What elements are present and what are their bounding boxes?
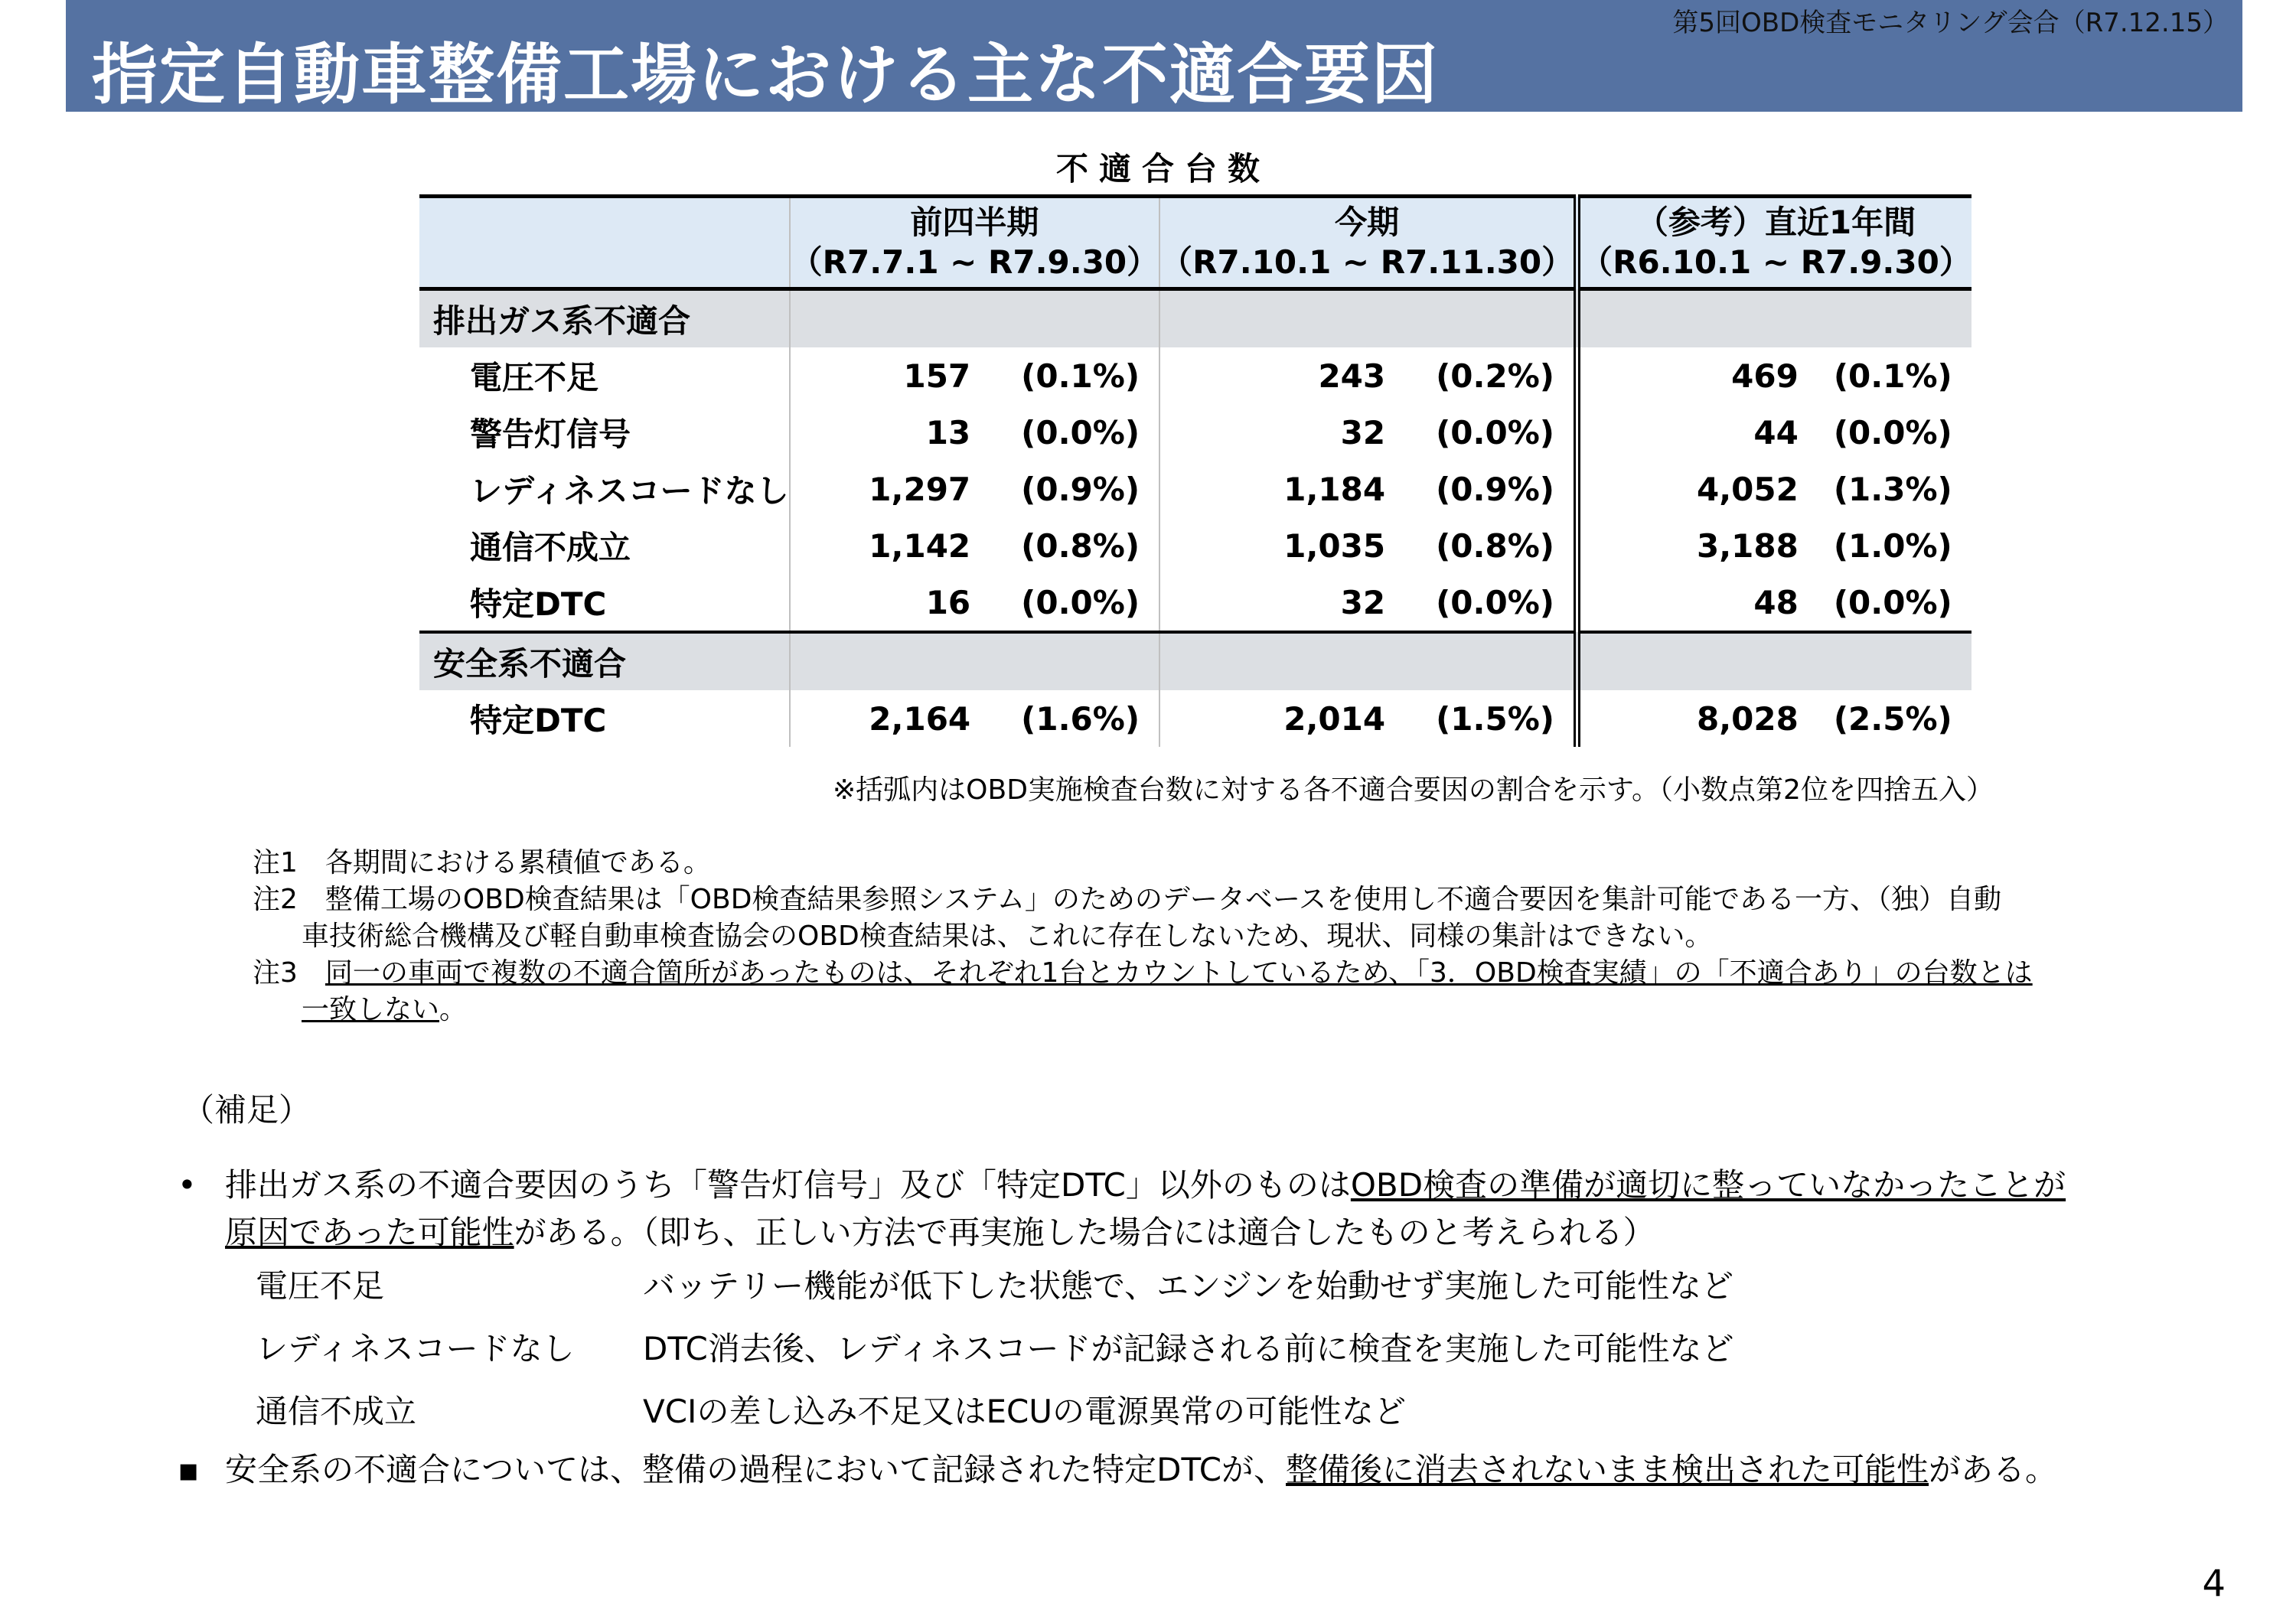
definition-item (256, 1387, 1734, 1449)
category-row-safety (419, 632, 1971, 690)
count-value: 44 (1753, 413, 1799, 451)
percent-value: (0.0%) (1021, 413, 1140, 451)
percent-value: (0.0%) (1833, 583, 1952, 621)
nonconformity-table (419, 194, 1971, 747)
meeting-label: 第5回OBD検査モニタリング会合（R7.12.15） (1672, 8, 2229, 38)
percent-value: (0.0%) (1436, 583, 1554, 621)
count-value: 13 (925, 413, 971, 451)
page-title: 指定自動車整備工場における主な不適合要因 (92, 37, 1439, 113)
count-value: 157 (903, 357, 971, 395)
note-3-line-2: 一致しない。 (302, 994, 468, 1025)
count-value: 1,142 (869, 526, 971, 565)
percent-value: (1.3%) (1833, 470, 1952, 508)
notes-section (253, 845, 2033, 1028)
percent-value: (0.9%) (1021, 470, 1140, 508)
row-label: 特定DTC (470, 585, 607, 623)
percent-value: (0.0%) (1436, 413, 1554, 451)
count-value: 48 (1753, 583, 1799, 621)
header-blank-cell (419, 197, 790, 289)
percent-value: (0.0%) (1021, 583, 1140, 621)
percent-value: (0.1%) (1021, 357, 1140, 395)
count-value: 2,014 (1283, 699, 1386, 738)
definition-desc: DTC消去後、レディネスコードが記録される前に検査を実施した可能性など (643, 1330, 1734, 1367)
percent-value: (0.1%) (1833, 357, 1952, 395)
count-value: 1,035 (1283, 526, 1386, 565)
definition-item (256, 1324, 1734, 1387)
category-label: 安全系不適合 (419, 632, 790, 690)
definition-term: 電圧不足 (256, 1267, 385, 1305)
row-label: 警告灯信号 (470, 416, 631, 453)
row-label: レディネスコードなし (470, 472, 789, 510)
category-row-emission (419, 289, 1971, 348)
count-value: 3,188 (1696, 526, 1799, 565)
definition-term: レディネスコードなし (256, 1330, 575, 1367)
row-label: 通信不成立 (470, 529, 631, 566)
definition-desc: バッテリー機能が低下した状態で、エンジンを始動せず実施した可能性など (643, 1267, 1734, 1305)
supplement-heading: （補足） (182, 1091, 311, 1129)
percent-value: (0.9%) (1436, 470, 1554, 508)
percent-value: (0.8%) (1021, 526, 1140, 565)
bullet-mark: • (178, 1166, 197, 1204)
note-2-line-2: 車技術総合機構及び軽自動車検査協会のOBD検査結果は、これに存在しないため、現状、同様の集計はできない。 (302, 921, 1713, 952)
percent-value: (0.2%) (1436, 357, 1554, 395)
page-number: 4 (2202, 1563, 2226, 1605)
percent-value: (1.6%) (1021, 699, 1140, 738)
percent-value: (0.0%) (1833, 413, 1952, 451)
percent-value: (1.5%) (1436, 699, 1554, 738)
note-1: 注1 各期間における累積値である。 (253, 847, 711, 878)
supplement-bullet-1: • 排出ガス系の不適合要因のうち「警告灯信号」及び「特定DTC」以外のものはOBD検査の準備が適切に整っていなかったことが 原因であった可能性がある。（即ち、正しい方法で再実施した場合には適合したものと考えられる） (178, 1162, 2066, 1256)
count-value: 8,028 (1696, 699, 1799, 738)
table-row (419, 690, 1971, 747)
percent-value: (2.5%) (1833, 699, 1952, 738)
title-bar (66, 0, 2242, 112)
note-3-line-1: 注3 同一の車両で複数の不適合箇所があったものは、それぞれ1台とカウントしているため、「3．OBD検査実績」の「不適合あり」の台数とは (253, 957, 2033, 989)
count-value: 16 (925, 583, 971, 621)
column-header-reference-year: （参考）直近1年間 （R6.10.1 ~ R7.9.30） (1577, 197, 1971, 289)
table-row (419, 347, 1971, 404)
category-label: 排出ガス系不適合 (419, 289, 790, 348)
count-value: 1,297 (869, 470, 971, 508)
percent-value: (0.8%) (1436, 526, 1554, 565)
count-value: 2,164 (869, 699, 971, 738)
count-value: 243 (1318, 357, 1386, 395)
count-value: 1,184 (1283, 470, 1386, 508)
percent-value: (1.0%) (1833, 526, 1952, 565)
cause-definitions (256, 1261, 1734, 1449)
table-title: 不適合台数 (1056, 150, 1271, 187)
count-value: 32 (1340, 583, 1386, 621)
count-value: 469 (1731, 357, 1799, 395)
definition-term: 通信不成立 (256, 1393, 417, 1430)
bullet-mark: ▪ (178, 1451, 200, 1488)
table-footnote: ※括弧内はOBD実施検査台数に対する各不適合要因の割合を示す。（小数点第2位を四捨五入） (833, 774, 1994, 806)
supplement-bullet-2: ▪ 安全系の不適合については、整備の過程において記録された特定DTCが、整備後に消去されないまま検出された可能性がある。 (178, 1446, 2057, 1494)
table-row (419, 517, 1971, 574)
count-value: 32 (1340, 413, 1386, 451)
table-row (419, 404, 1971, 461)
table-row (419, 574, 1971, 632)
row-label: 特定DTC (470, 702, 607, 739)
column-header-previous-quarter: 前四半期 （R7.7.1 ~ R7.9.30） (790, 197, 1160, 289)
count-value: 4,052 (1696, 470, 1799, 508)
definition-item (256, 1261, 1734, 1324)
definition-desc: VCIの差し込み不足又はECUの電源異常の可能性など (643, 1393, 1407, 1430)
row-label: 電圧不足 (470, 359, 599, 396)
table-row (419, 461, 1971, 517)
column-header-current-period: 今期 （R7.10.1 ~ R7.11.30） (1159, 197, 1577, 289)
note-2-line-1: 注2 整備工場のOBD検査結果は「OBD検査結果参照システム」のためのデータベースを使用し不適合要因を集計可能である一方、（独）自動 (253, 884, 2002, 915)
